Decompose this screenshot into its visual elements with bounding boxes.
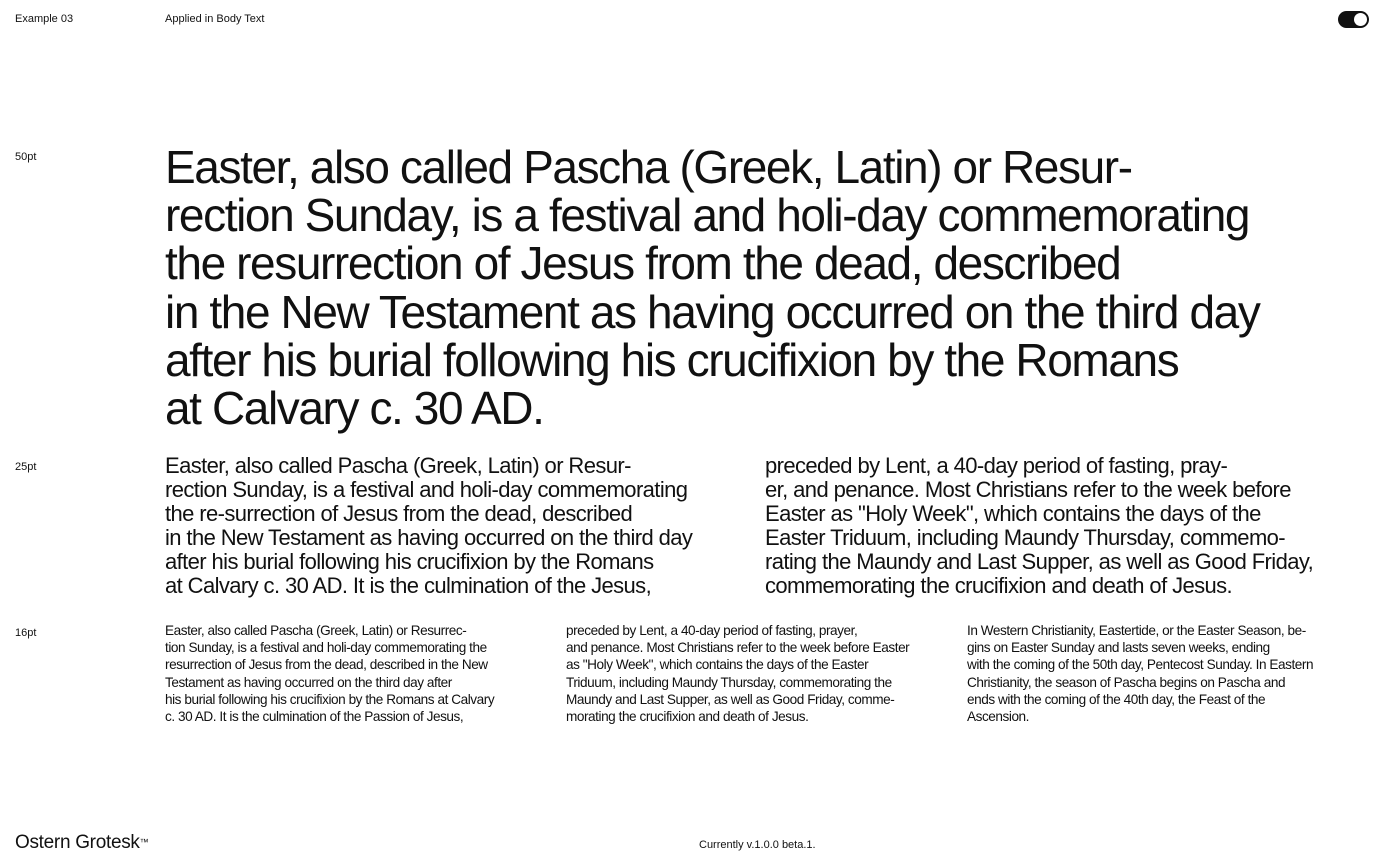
text-line: Triduum, including Maundy Thursday, commemorating the [566,674,892,690]
size-label-50pt: 50pt [15,151,37,163]
size-label-16pt: 16pt [15,627,37,639]
text-line: as "Holy Week", which contains the days of the Easter [566,657,869,673]
text-line: with the coming of the 50th day, Pentecost Sunday. In Eastern [967,657,1314,673]
version-label: Currently v.1.0.0 beta.1. [699,839,816,851]
text-line: c. 30 AD. It is the culmination of the Passion of Jesus, [165,709,464,725]
toggle-knob [1354,13,1367,26]
text-line: tion Sunday, is a festival and holi-day commemorating the [165,640,487,656]
text-line: his burial following his crucifixion by the Romans at Calvary [165,691,495,707]
text-line: rection Sunday, is a festival and holi-day commemorating [165,477,688,502]
text-line: rection Sunday, is a festival and holi-day commemorating [165,189,1250,242]
context-label: Applied in Body Text [165,13,265,25]
text-line: after his burial following his crucifixion by the Romans [165,333,1179,386]
text-line: at Calvary c. 30 AD. [165,382,544,435]
sample-text-25pt-col-2 [765,454,1313,598]
theme-toggle[interactable] [1338,11,1369,28]
brand-name: Ostern Grotesk [15,832,140,853]
text-line: Easter as "Holy Week", which contains the days of the [765,501,1261,526]
text-line: commemorating the crucifixion and death of Jesus. [765,573,1233,598]
text-line: preceded by Lent, a 40-day period of fasting, pray- [765,453,1228,478]
text-line: Easter, also called Pascha (Greek, Latin) or Resur- [165,141,1132,193]
text-line: Easter, also called Pascha (Greek, Latin) or Resurrec- [165,623,467,638]
trademark-mark: ™ [139,837,149,847]
text-line: the resurrection of Jesus from the dead, described [165,237,1121,290]
text-line: Christianity, the season of Pascha begins on Pascha and [967,674,1286,690]
text-line: after his burial following his crucifixion by the Romans [165,549,654,574]
text-line: gins on Easter Sunday and lasts seven weeks, ending [967,640,1270,656]
sample-text-16pt-col-1 [165,622,494,725]
text-line: er, and penance. Most Christians refer to the week before [765,477,1291,502]
sample-text-16pt-col-2 [566,622,909,725]
text-line: morating the crucifixion and death of Jesus. [566,709,809,725]
text-line: Maundy and Last Supper, as well as Good Friday, comme- [566,691,895,707]
text-line: Testament as having occurred on the third day after [165,674,452,690]
text-line: and penance. Most Christians refer to the week before Easter [566,640,910,656]
sample-text-50pt [165,141,1260,435]
text-line: resurrection of Jesus from the dead, described in the New [165,657,488,673]
text-line: Easter Triduum, including Maundy Thursday, commemo- [765,525,1286,550]
sample-text-25pt-col-1 [165,454,692,598]
text-line: at Calvary c. 30 AD. It is the culmination of the Jesus, [165,573,652,598]
sample-text-16pt-col-3 [967,622,1313,725]
size-label-25pt: 25pt [15,461,37,473]
text-line: in the New Testament as having occurred on the third day [165,525,693,550]
text-line: preceded by Lent, a 40-day period of fasting, prayer, [566,623,858,638]
text-line: rating the Maundy and Last Supper, as well as Good Friday, [765,549,1314,574]
text-line: Ascension. [967,709,1029,725]
brand-logo[interactable] [15,832,148,854]
text-line: ends with the coming of the 40th day, the Feast of the [967,691,1266,707]
text-line: In Western Christianity, Eastertide, or the Easter Season, be- [967,623,1306,638]
text-line: the re-surrection of Jesus from the dead, described [165,501,633,526]
text-line: in the New Testament as having occurred on the third day [165,285,1260,338]
example-label: Example 03 [15,13,74,25]
text-line: Easter, also called Pascha (Greek, Latin) or Resur- [165,453,631,478]
